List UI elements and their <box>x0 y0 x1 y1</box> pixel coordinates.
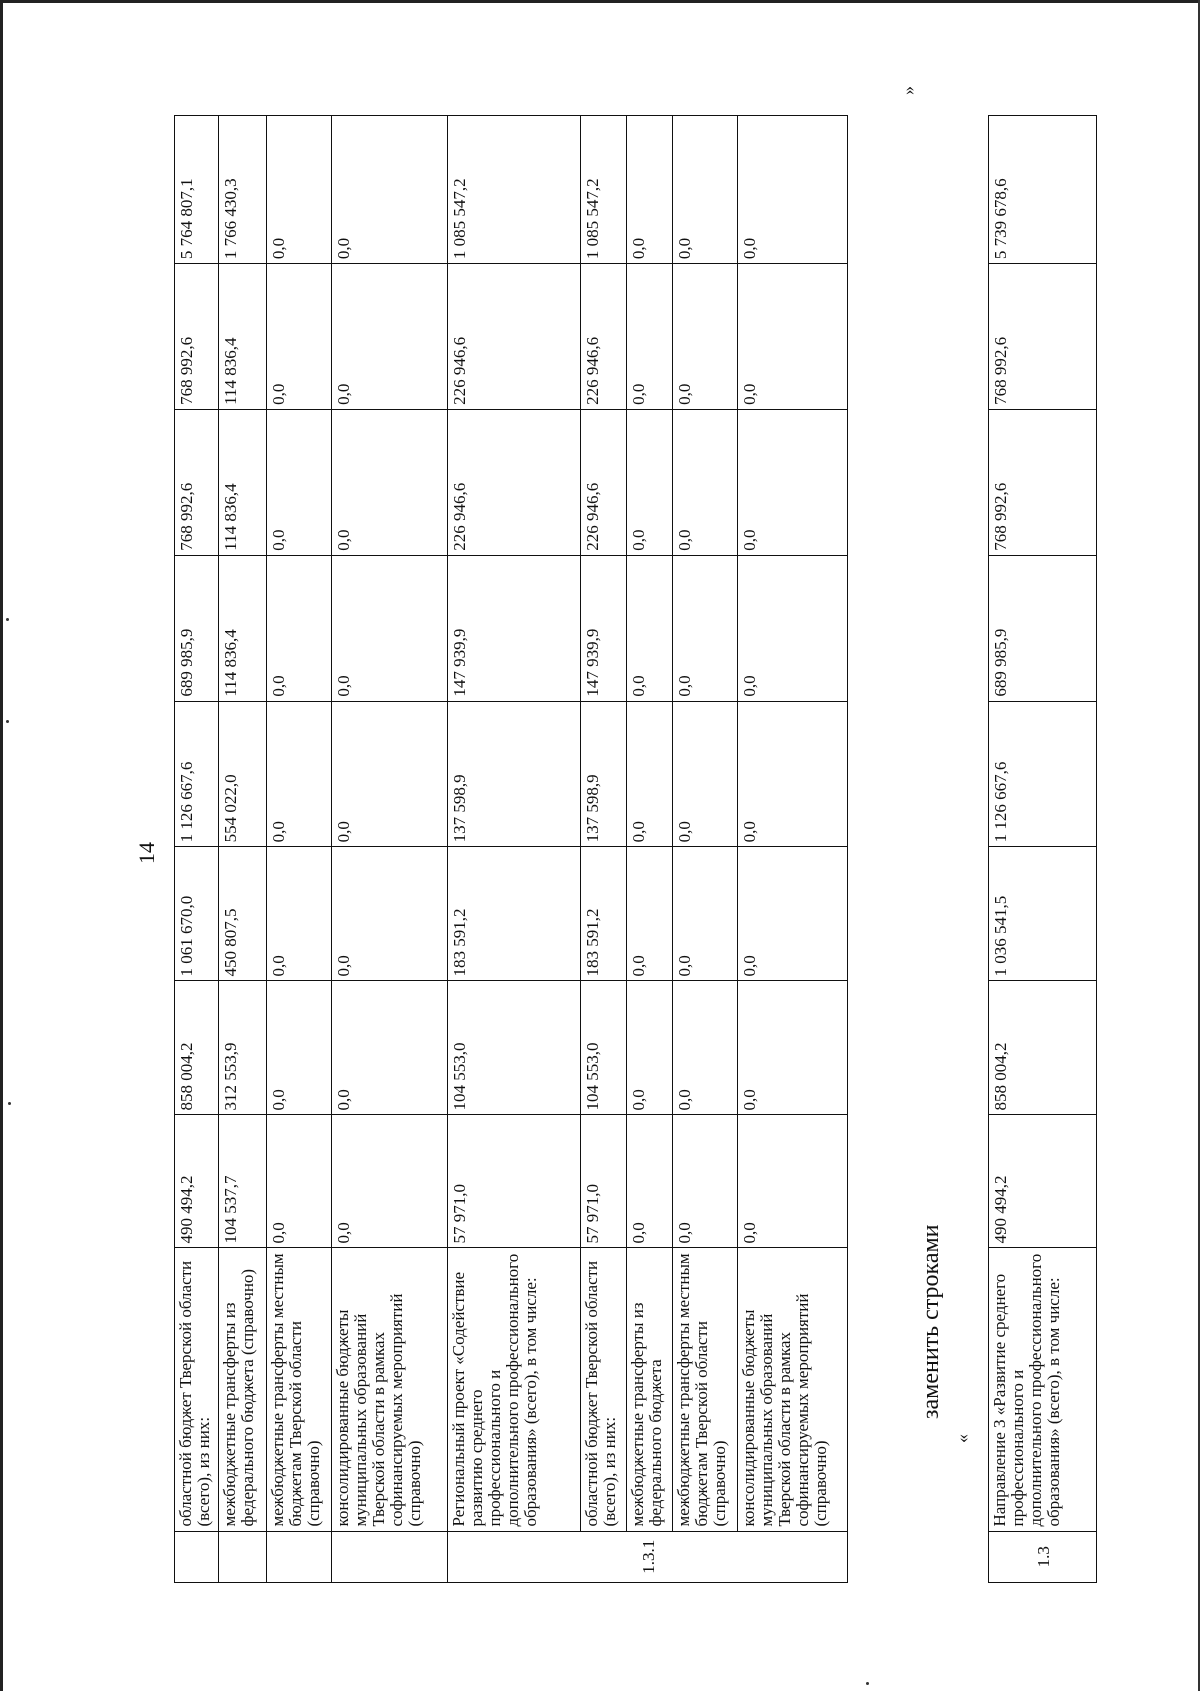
value-cell: 0,0 <box>627 264 673 410</box>
row-label-cell: межбюджетные трансферты местным бюджетам Тверской области (справочно) <box>267 1248 332 1531</box>
value-cell: 0,0 <box>673 847 738 981</box>
closing-quote: » <box>898 86 918 95</box>
row-label-cell: консолидированные бюджеты муниципальных образований Тверской области в рамках софинансируемых мероприятий (справочно) <box>332 1248 448 1531</box>
value-cell: 0,0 <box>738 981 848 1115</box>
value-cell: 0,0 <box>267 981 332 1115</box>
value-cell: 114 836,4 <box>219 409 267 555</box>
value-cell: 1 766 430,3 <box>219 116 267 264</box>
value-cell: 0,0 <box>627 1115 673 1248</box>
value-cell: 858 004,2 <box>175 981 219 1115</box>
row-label-cell: межбюджетные трансферты из федерального бюджета <box>627 1248 673 1531</box>
value-cell: 0,0 <box>738 409 848 555</box>
value-cell: 147 939,9 <box>448 555 581 701</box>
page-number: 14 <box>134 842 159 864</box>
value-cell: 0,0 <box>738 847 848 981</box>
value-cell: 226 946,6 <box>448 409 581 555</box>
table-row <box>448 116 581 1583</box>
opening-quote: « <box>952 1434 972 1443</box>
value-cell: 0,0 <box>332 981 448 1115</box>
value-cell: 57 971,0 <box>581 1115 627 1248</box>
value-cell: 183 591,2 <box>581 847 627 981</box>
table-row <box>989 116 1097 1583</box>
value-cell: 768 992,6 <box>175 409 219 555</box>
value-cell: 0,0 <box>267 116 332 264</box>
budget-table-bottom <box>988 115 1097 1583</box>
value-cell: 0,0 <box>267 1115 332 1248</box>
value-cell: 114 836,4 <box>219 555 267 701</box>
row-code-cell <box>219 1531 267 1582</box>
row-label-cell: консолидированные бюджеты муниципальных образований Тверской области в рамках софинансируемых мероприятий (справочно) <box>738 1248 848 1531</box>
value-cell: 1 126 667,6 <box>175 701 219 847</box>
value-cell: 0,0 <box>267 701 332 847</box>
value-cell: 104 553,0 <box>581 981 627 1115</box>
table-row <box>267 116 332 1583</box>
value-cell: 137 598,9 <box>581 701 627 847</box>
value-cell: 0,0 <box>332 409 448 555</box>
value-cell: 5 764 807,1 <box>175 116 219 264</box>
row-code-cell: 1.3 <box>989 1531 1097 1582</box>
value-cell: 0,0 <box>267 847 332 981</box>
value-cell: 768 992,6 <box>989 409 1097 555</box>
value-cell: 0,0 <box>673 1115 738 1248</box>
table-row <box>673 116 738 1583</box>
value-cell: 0,0 <box>673 555 738 701</box>
value-cell: 137 598,9 <box>448 701 581 847</box>
value-cell: 0,0 <box>627 409 673 555</box>
value-cell: 57 971,0 <box>448 1115 581 1248</box>
value-cell: 147 939,9 <box>581 555 627 701</box>
value-cell: 1 085 547,2 <box>448 116 581 264</box>
table-row <box>738 116 848 1583</box>
value-cell: 0,0 <box>332 701 448 847</box>
value-cell: 768 992,6 <box>175 264 219 410</box>
value-cell: 0,0 <box>627 701 673 847</box>
value-cell: 0,0 <box>627 116 673 264</box>
value-cell: 689 985,9 <box>989 555 1097 701</box>
table-row <box>175 116 219 1583</box>
value-cell: 0,0 <box>673 409 738 555</box>
value-cell: 183 591,2 <box>448 847 581 981</box>
value-cell: 0,0 <box>673 264 738 410</box>
value-cell: 689 985,9 <box>175 555 219 701</box>
value-cell: 0,0 <box>738 555 848 701</box>
value-cell: 490 494,2 <box>989 1115 1097 1248</box>
row-code-cell: 1.3.1 <box>448 1531 848 1582</box>
value-cell: 554 022,0 <box>219 701 267 847</box>
value-cell: 1 126 667,6 <box>989 701 1097 847</box>
value-cell: 0,0 <box>267 264 332 410</box>
value-cell: 5 739 678,6 <box>989 116 1097 264</box>
row-label-cell: Направление 3 «Развитие среднего профессионального и дополнительного профессионального образования» (всего), в том числе: <box>989 1248 1097 1531</box>
row-label-cell: областной бюджет Тверской области (всего), из них: <box>581 1248 627 1531</box>
value-cell: 312 553,9 <box>219 981 267 1115</box>
value-cell: 0,0 <box>673 981 738 1115</box>
row-code-cell <box>175 1531 219 1582</box>
value-cell: 0,0 <box>332 264 448 410</box>
value-cell: 490 494,2 <box>175 1115 219 1248</box>
value-cell: 226 946,6 <box>581 409 627 555</box>
table-row <box>219 116 267 1583</box>
value-cell: 858 004,2 <box>989 981 1097 1115</box>
value-cell: 104 553,0 <box>448 981 581 1115</box>
value-cell: 1 061 670,0 <box>175 847 219 981</box>
value-cell: 226 946,6 <box>581 264 627 410</box>
table-row <box>332 116 448 1583</box>
replace-with-rows-text: заменить строками <box>918 1224 944 1419</box>
value-cell: 0,0 <box>267 409 332 555</box>
value-cell: 450 807,5 <box>219 847 267 981</box>
value-cell: 0,0 <box>332 847 448 981</box>
row-label-cell: областной бюджет Тверской области (всего), из них: <box>175 1248 219 1531</box>
value-cell: 0,0 <box>627 981 673 1115</box>
table-row <box>627 116 673 1583</box>
table-row <box>581 116 627 1583</box>
row-label-cell: межбюджетные трансферты местным бюджетам Тверской области (справочно) <box>673 1248 738 1531</box>
value-cell: 0,0 <box>627 847 673 981</box>
value-cell: 768 992,6 <box>989 264 1097 410</box>
value-cell: 0,0 <box>738 116 848 264</box>
budget-table-top <box>174 115 848 1583</box>
value-cell: 104 537,7 <box>219 1115 267 1248</box>
row-code-cell <box>267 1531 332 1582</box>
value-cell: 114 836,4 <box>219 264 267 410</box>
value-cell: 0,0 <box>627 555 673 701</box>
value-cell: 0,0 <box>332 116 448 264</box>
row-label-cell: Региональный проект «Содействие развитию среднего профессионального и дополнительного профессионального образования» (всего), в том числе: <box>448 1248 581 1531</box>
value-cell: 0,0 <box>673 116 738 264</box>
value-cell: 0,0 <box>332 1115 448 1248</box>
value-cell: 0,0 <box>738 264 848 410</box>
row-label-cell: межбюджетные трансферты из федерального бюджета (справочно) <box>219 1248 267 1531</box>
value-cell: 0,0 <box>673 701 738 847</box>
value-cell: 0,0 <box>738 701 848 847</box>
value-cell: 1 085 547,2 <box>581 116 627 264</box>
value-cell: 226 946,6 <box>448 264 581 410</box>
value-cell: 0,0 <box>267 555 332 701</box>
row-code-cell <box>332 1531 448 1582</box>
value-cell: 1 036 541,5 <box>989 847 1097 981</box>
value-cell: 0,0 <box>738 1115 848 1248</box>
value-cell: 0,0 <box>332 555 448 701</box>
